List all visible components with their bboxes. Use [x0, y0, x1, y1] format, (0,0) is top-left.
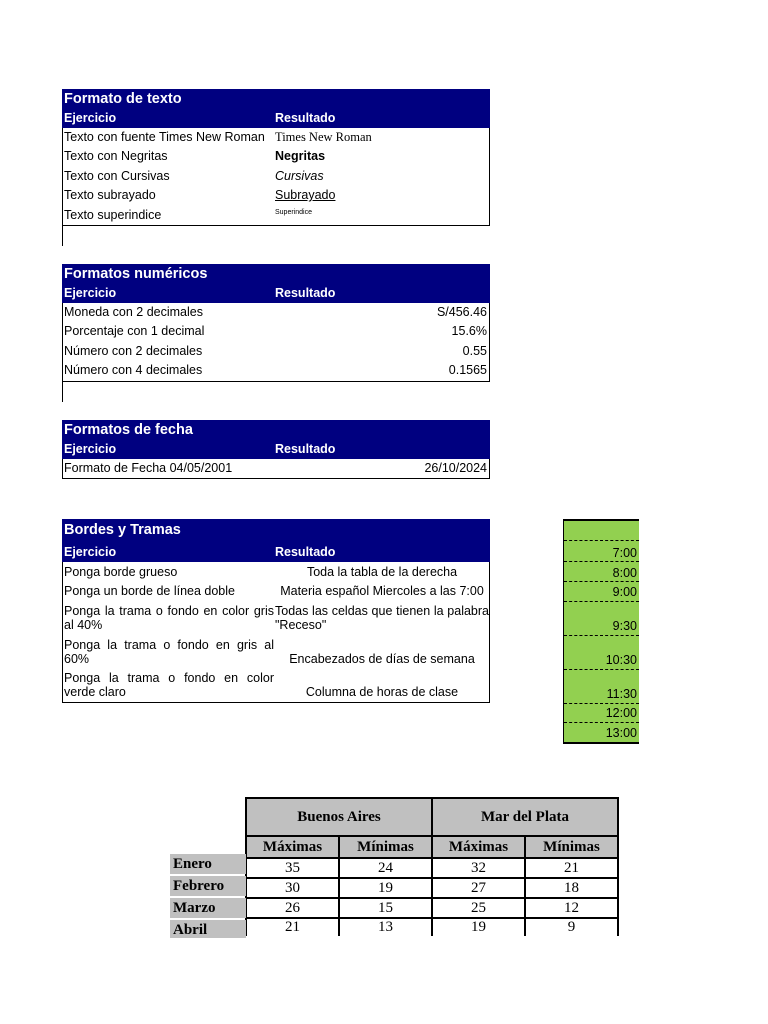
cell-ejercicio: Texto con Negritas	[64, 149, 168, 164]
table-row	[63, 459, 489, 478]
month-label: Abril	[170, 920, 246, 938]
cell-resultado: Encabezados de días de semana	[289, 652, 475, 666]
month-label: Enero	[170, 854, 246, 874]
cell-resultado: 26/10/2024	[424, 461, 487, 475]
header-resultado: Resultado	[275, 442, 336, 456]
table-row	[63, 669, 489, 702]
divider	[564, 581, 639, 582]
cell-ejercicio: Ponga la trama o fondo en gris al 60%	[64, 638, 274, 666]
cell-ejercicio: Ponga la trama o fondo en color verde claro	[64, 671, 274, 699]
table-title: Bordes y Tramas	[62, 519, 490, 542]
table-formatos-fecha	[62, 420, 490, 479]
column-header: Mínimas	[525, 836, 618, 858]
table-cell: 32	[432, 858, 525, 878]
table-row	[63, 303, 489, 322]
table-cell: 25	[432, 898, 525, 918]
divider	[564, 703, 639, 704]
table-header	[62, 542, 490, 562]
divider	[564, 601, 639, 602]
table-cell: 27	[432, 878, 525, 898]
hour-label: 12:00	[605, 706, 637, 720]
header-resultado: Resultado	[275, 286, 336, 300]
table-row	[63, 635, 489, 669]
cell-ejercicio: Texto subrayado	[64, 188, 156, 203]
table-cell: 18	[525, 878, 618, 898]
table-row	[63, 582, 489, 601]
cell-resultado: Toda la tabla de la derecha	[306, 565, 458, 579]
table-title: Formato de texto	[62, 89, 490, 109]
column-header: Máximas	[432, 836, 525, 858]
table-row	[63, 206, 489, 225]
column-header: Máximas	[246, 836, 339, 858]
divider	[62, 382, 63, 402]
cell-ejercicio: Ponga borde grueso	[64, 565, 178, 579]
divider	[62, 226, 63, 246]
header-ejercicio: Ejercicio	[64, 545, 117, 559]
cell-ejercicio: Moneda con 2 decimales	[64, 305, 203, 319]
table-row	[63, 601, 489, 635]
cell-resultado: Todas las celdas que tienen la palabra "Receso"	[275, 604, 489, 632]
cell-resultado: Times New Roman	[275, 130, 372, 144]
cell-resultado: Materia español Miercoles a las 7:00	[280, 584, 484, 598]
table-cell: 35	[246, 858, 339, 878]
cell-resultado: S/456.46	[436, 305, 487, 319]
header-ejercicio: Ejercicio	[64, 442, 117, 456]
header-ejercicio: Ejercicio	[64, 286, 117, 300]
header-ejercicio: Ejercicio	[64, 111, 117, 125]
table-row	[246, 878, 618, 898]
table-title: Formatos de fecha	[62, 420, 490, 440]
cell-ejercicio: Texto con fuente Times New Roman	[64, 130, 265, 144]
table-cell: 9	[525, 918, 618, 936]
table-row	[63, 361, 489, 380]
cell-ejercicio: Número con 4 decimales	[64, 363, 203, 378]
month-label: Marzo	[170, 898, 246, 918]
table-title: Formatos numéricos	[62, 264, 490, 284]
table-cell: 19	[432, 918, 525, 936]
divider	[564, 561, 639, 562]
table-cell: 26	[246, 898, 339, 918]
table-row	[246, 798, 618, 836]
table-cell: 15	[339, 898, 432, 918]
table-row	[63, 128, 489, 147]
cell-resultado: 15.6%	[451, 324, 487, 339]
cell-resultado: Columna de horas de clase	[305, 685, 459, 699]
table-cell: 30	[246, 878, 339, 898]
cell-ejercicio: Texto superindice	[64, 207, 162, 222]
table-row	[63, 562, 489, 582]
hour-label: 11:30	[606, 687, 637, 701]
divider	[564, 540, 639, 541]
table-cell: 24	[339, 858, 432, 878]
table-row	[63, 167, 489, 186]
cell-ejercicio: Texto con Cursivas	[64, 168, 170, 183]
divider	[564, 635, 639, 636]
hour-label: 9:30	[612, 619, 637, 633]
cell-resultado: Cursivas	[275, 168, 324, 183]
column-header: Mínimas	[339, 836, 432, 858]
table-row	[63, 322, 489, 341]
cell-resultado: 0.55	[462, 343, 487, 358]
cell-ejercicio: Ponga la trama o fondo en color gris al 40%	[64, 604, 274, 632]
cell-resultado: Subrayado	[275, 188, 336, 203]
header-resultado: Resultado	[275, 111, 336, 125]
cell-ejercicio: Ponga un borde de línea doble	[64, 584, 235, 598]
table-header	[62, 284, 490, 303]
hour-label: 7:00	[612, 546, 637, 560]
city-header: Buenos Aires	[246, 798, 432, 836]
header-resultado: Resultado	[275, 545, 336, 559]
hour-label: 9:00	[612, 585, 637, 599]
table-cell: 21	[246, 918, 339, 936]
temperature-table	[245, 797, 619, 936]
city-header: Mar del Plata	[432, 798, 618, 836]
table-cell: 12	[525, 898, 618, 918]
divider	[564, 669, 639, 670]
table-cell: 21	[525, 858, 618, 878]
cell-resultado: Negritas	[275, 149, 326, 164]
cell-ejercicio: Formato de Fecha 04/05/2001	[64, 461, 233, 475]
table-cell: 19	[339, 878, 432, 898]
table-header	[62, 109, 490, 128]
table-cell: 13	[339, 918, 432, 936]
hour-label: 10:30	[605, 653, 637, 667]
cell-ejercicio: Número con 2 decimales	[64, 343, 203, 358]
table-row	[246, 858, 618, 878]
hour-label: 13:00	[605, 726, 637, 740]
table-bordes-tramas	[62, 519, 490, 703]
table-row	[246, 836, 618, 858]
table-row	[63, 342, 489, 361]
cell-resultado: 0.1565	[448, 363, 487, 378]
table-row	[246, 898, 618, 918]
month-label: Febrero	[170, 876, 246, 896]
table-row	[63, 147, 489, 166]
cell-ejercicio: Porcentaje con 1 decimal	[64, 324, 205, 339]
table-formatos-numericos	[62, 264, 490, 382]
hour-label: 8:00	[612, 566, 637, 580]
table-header	[62, 440, 490, 459]
hours-column	[563, 519, 639, 744]
divider	[564, 722, 639, 723]
cell-resultado: Superindice	[275, 208, 312, 216]
table-row	[246, 918, 618, 936]
table-formato-texto	[62, 89, 490, 226]
